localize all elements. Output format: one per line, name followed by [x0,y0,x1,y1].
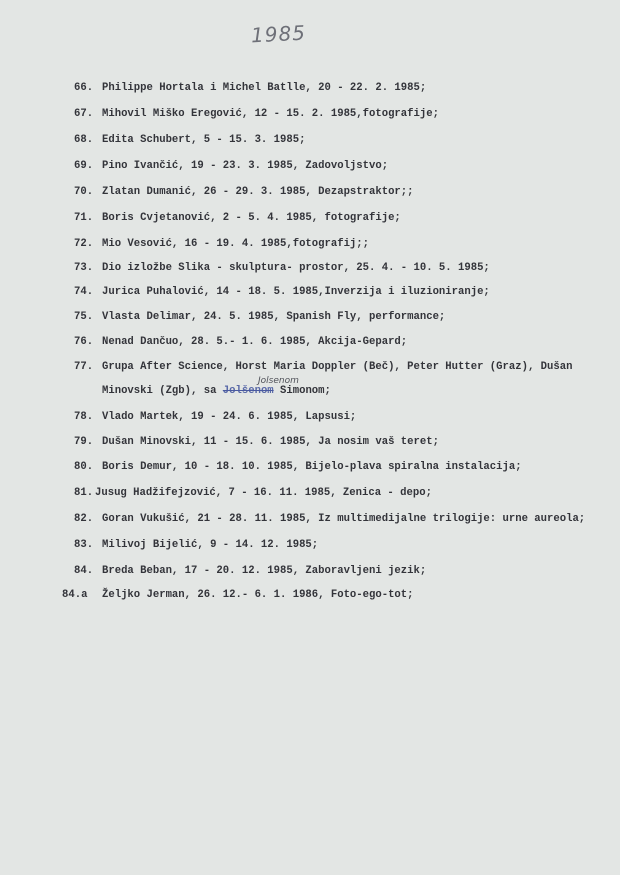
list-item [0,433,620,451]
list-item [0,458,620,476]
list-item [0,586,620,604]
list-item [0,105,620,123]
entry-text: Jusug Hadžifejzović, 7 - 16. 11. 1985, Zenica - depo; [95,487,432,499]
entry-text: Breda Beban, 17 - 20. 12. 1985, Zaboravljeni jezik; [102,565,427,577]
entry-text: Grupa After Science, Horst Maria Doppler (Beč), Peter Hutter (Graz), Dušan [102,361,573,373]
entry-text: Zlatan Dumanić, 26 - 29. 3. 1985, Dezapstraktor;; [102,186,414,198]
entry-number: 67. [74,108,94,120]
handwritten-insertion: Jolsenom [258,376,299,386]
entry-text: Vlasta Delimar, 24. 5. 1985, Spanish Fly, performance; [102,311,446,323]
entry-number: 73. [74,262,94,274]
entry-number: 76. [74,336,94,348]
entry-number: 83. [74,539,94,551]
entry-text: Boris Demur, 10 - 18. 10. 1985, Bijelo-plava spiralna instalacija; [102,461,522,473]
entry-number: 69. [74,160,94,172]
entry-text-before: Minovski (Zgb), sa [102,385,223,397]
entry-text: Vlado Martek, 19 - 24. 6. 1985, Lapsusi; [102,411,357,423]
entry-text: Philippe Hortala i Michel Batlle, 20 - 22. 2. 1985; [102,82,427,94]
list-item [0,283,620,301]
entry-number: 84.a [62,589,88,601]
entry-text: Goran Vukušić, 21 - 28. 11. 1985, Iz multimedijalne trilogije: urne aureola; [102,513,586,525]
list-item [0,209,620,227]
entry-number: 75. [74,311,94,323]
list-item [0,79,620,97]
list-item [0,562,620,580]
entry-text: Dušan Minovski, 11 - 15. 6. 1985, Ja nosim vaš teret; [102,436,439,448]
list-item-continuation [0,376,620,400]
entry-text: Boris Cvjetanović, 2 - 5. 4. 1985, fotografije; [102,212,401,224]
handwritten-year-note: 1985 [250,20,307,48]
list-item [0,510,620,528]
list-item [0,131,620,149]
struck-word: Jolšenom [222,385,274,397]
entry-text: Mio Vesović, 16 - 19. 4. 1985,fotografij;; [102,238,370,250]
list-item [0,408,620,426]
entry-number: 70. [74,186,94,198]
entry-text: Edita Schubert, 5 - 15. 3. 1985; [102,134,306,146]
entry-number: 82. [74,513,94,525]
entry-text: Mihovil Miško Eregović, 12 - 15. 2. 1985,fotografije; [102,108,439,120]
list-item [0,484,620,502]
entry-number: 66. [74,82,94,94]
entry-number: 77. [74,361,94,373]
entry-text: Pino Ivančić, 19 - 23. 3. 1985, Zadovoljstvo; [102,160,389,172]
list-item [0,157,620,175]
entry-text: Dio izložbe Slika - skulptura- prostor, 25. 4. - 10. 5. 1985; [102,262,490,274]
entry-text-after: Simonom; [273,385,331,397]
list-item [0,358,620,376]
list-item [0,235,620,253]
entry-text: Željko Jerman, 26. 12.- 6. 1. 1986, Foto-ego-tot; [102,589,414,601]
entry-number: 71. [74,212,94,224]
list-item [0,308,620,326]
list-item [0,536,620,554]
entry-number: 68. [74,134,94,146]
list-item [0,259,620,277]
entry-number: 78. [74,411,94,423]
entry-number: 81. [74,487,94,499]
entry-text: Milivoj Bijelić, 9 - 14. 12. 1985; [102,539,319,551]
entry-number: 80. [74,461,94,473]
entry-number: 74. [74,286,94,298]
entry-number: 72. [74,238,94,250]
list-item [0,333,620,351]
entry-number: 79. [74,436,94,448]
entry-text: Nenad Dančuo, 28. 5.- 1. 6. 1985, Akcija-Gepard; [102,336,408,348]
entry-number: 84. [74,565,94,577]
list-item [0,183,620,201]
entry-text: Jurica Puhalović, 14 - 18. 5. 1985,Inverzija i iluzioniranje; [102,286,490,298]
